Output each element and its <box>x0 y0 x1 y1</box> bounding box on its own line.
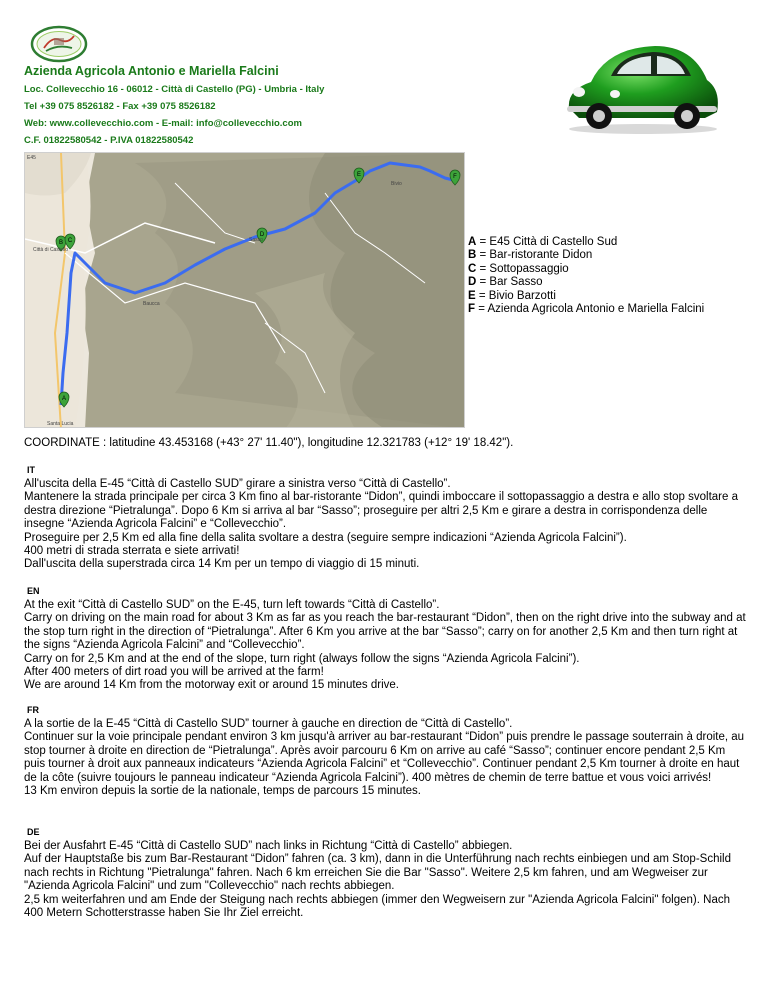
company-address: Loc. Collevecchio 16 - 06012 - Città di Castello (PG) - Umbria - Italy <box>24 84 325 95</box>
legend-text: = Azienda Agricola Antonio e Mariella Falcini <box>475 303 705 316</box>
marker-d-label: D <box>259 232 265 238</box>
company-web[interactable]: Web: www.collevecchio.com - E-mail: info@collevecchio.com <box>24 118 302 129</box>
language-tag: FR <box>27 705 39 715</box>
paragraph: Continuer sur la voie principale pendant environ 3 km jusqu'à arriver au bar-restaurant “Didon” puis prendre le passage souterrain à droite, au stop tourner à droite en direction de “Pietralunga”. Après avoir parcouru 6 Km on arrive au café “Sasso”; continuer encore pendant 2,5 Km puis tourner à droit aux panneaux indicateurs “Azienda Agricola Falcini” et “Collevecchio”. Continuer pendant 2,5 Km tourner à droite en haut de la côte (suivre toujours le panneau indicateur “Azienda Agricola Falcini”). 400 mètres de chemin de terre battue et vous voici arrivés! <box>24 731 745 784</box>
legend-row-e <box>468 290 704 303</box>
directions-section-fr <box>24 705 748 798</box>
marker-c-label: C <box>67 238 73 244</box>
company-tax-id: C.F. 01822580542 - P.IVA 01822580542 <box>24 135 194 146</box>
paragraph: Proseguire per 2,5 Km ed alla fine della salita svoltare a destra (seguire sempre indicazioni “Azienda Agricola Falcini”). <box>24 531 627 544</box>
legend-key: E <box>468 289 476 302</box>
legend-row-a <box>468 236 704 249</box>
paragraph: At the exit “Città di Castello SUD” on the E-45, turn left towards “Città di Castello”. <box>24 599 440 611</box>
legend-text: = Bar Sasso <box>476 276 543 289</box>
paragraph: Bei der Ausfahrt E-45 “Città di Castello SUD” nach links in Richtung “Città di Castello” abbiegen. <box>24 840 513 852</box>
paragraph: All'uscita della E-45 “Città di Castello SUD” girare a sinistra verso “Città di Castello”. <box>24 478 451 490</box>
company-info <box>24 64 324 152</box>
map-label-bivio: Bivio <box>391 181 402 187</box>
legend-row-c <box>468 263 704 276</box>
legend-row-f <box>468 303 704 316</box>
company-logo <box>30 24 88 64</box>
paragraph: 400 metri di strada sterrata e siete arrivati! <box>24 545 240 558</box>
marker-a-label: A <box>61 396 67 402</box>
legend-text: = Bivio Barzotti <box>475 289 556 302</box>
map-legend <box>468 236 704 316</box>
paragraph: Dall'uscita della superstrada circa 14 Km per un tempo di viaggio di 15 minuti. <box>24 558 420 571</box>
legend-key: F <box>468 303 476 316</box>
marker-f-label: F <box>453 174 457 180</box>
language-tag: DE <box>27 827 40 837</box>
marker-e-label: E <box>356 172 362 178</box>
marker-b-label: B <box>58 240 64 246</box>
legend-key: A <box>468 236 477 248</box>
legend-row-d <box>468 276 704 289</box>
company-name: Azienda Agricola Antonio e Mariella Falcini <box>24 64 279 78</box>
paragraph: Mantenere la strada principale per circa 3 Km fino al bar-ristorante “Didon”, quindi imboccare il sottopassaggio a destra e allo stop svoltare a destra direzione “Pietralunga”. Dopo 6 Km si arriva al bar “Sasso”; proseguire per altri 2,5 Km e girare a destra in corrispondenza delle insegne “Azienda Agricola Falcini” e “Collevecchio”. <box>24 491 738 531</box>
legend-text: = E45 Città di Castello Sud <box>476 236 618 248</box>
language-tag: EN <box>27 586 40 596</box>
company-phone: Tel +39 075 8526182 - Fax +39 075 8526182 <box>24 101 216 112</box>
map-label-sasso: Sasso <box>249 237 263 243</box>
green-beetle-car-image <box>555 36 725 136</box>
map-canvas <box>25 153 465 428</box>
gps-coordinates: COORDINATE : latitudine 43.453168 (+43° 27' 11.40"), longitudine 12.321783 (+12° 19' 18.42"). <box>24 437 514 449</box>
paragraph: Carry on driving on the main road for about 3 Km as far as you reach the bar-restaurant “Didon”, then on the right drive into the subway and at the stop turn right in the direction of “Pietralunga”. After 6 Km you arrive at the bar “Sasso”; carry on for another 2,5 Km and then turn right at the signs “Azienda Agricola Falcini” and “Collevecchio”. <box>24 612 746 652</box>
paragraph: Auf der Hauptstaße bis zum Bar-Restaurant “Didon” fahren (ca. 3 km), dann in die Unterführung nach rechts einbiegen und am Stop-Schild nach rechts in Richtung "Pietralunga" fahren. Nach 6 km erreichen Sie die Bar "Sasso". Weitere 2,5 km fahren, und am Wegweiser zur "Azienda Agricola Falcini" und zum "Collevecchio" nach rechts abbiegen. <box>24 853 731 893</box>
directions-section-de <box>24 827 748 920</box>
map-label-citta-di-castello: Città di Castello <box>33 247 69 253</box>
legend-text: = Sottopassaggio <box>476 262 569 275</box>
paragraph: We are around 14 Km from the motorway exit or around 15 minutes drive. <box>24 679 399 692</box>
directions-section-en <box>24 586 748 693</box>
route-map[interactable] <box>24 152 465 428</box>
language-tag: IT <box>27 465 35 475</box>
map-label-baucca: Baucca <box>143 301 160 307</box>
paragraph: After 400 meters of dirt road you will be arrived at the farm! <box>24 666 324 679</box>
paragraph: A la sortie de la E-45 “Città di Castello SUD” tourner à gauche en direction de “Città di Castello”. <box>24 718 513 730</box>
legend-key: B <box>468 249 477 262</box>
legend-row-b <box>468 249 704 262</box>
paragraph: 2,5 km weiterfahren und am Ende der Steigung nach rechts abbiegen (immer den Wegweisern zur "Azienda Agricola Falcini" folgen). Nach 400 Metern Schotterstrasse haben Sie Ihr Ziel erreicht. <box>24 893 730 920</box>
map-label-santa-lucia: Santa Lucia <box>47 421 74 427</box>
paragraph: Carry on for 2,5 Km and at the end of the slope, turn right (always follow the signs “Azienda Agricola Falcini”). <box>24 652 580 665</box>
paragraph: 13 Km environ depuis la sortie de la nationale, temps de parcours 15 minutes. <box>24 785 421 798</box>
legend-text: = Bar-ristorante Didon <box>476 249 593 262</box>
map-label-road-e45: E45 <box>27 155 36 161</box>
legend-key: D <box>468 276 477 289</box>
legend-key: C <box>468 262 477 275</box>
directions-section-it <box>24 465 748 572</box>
